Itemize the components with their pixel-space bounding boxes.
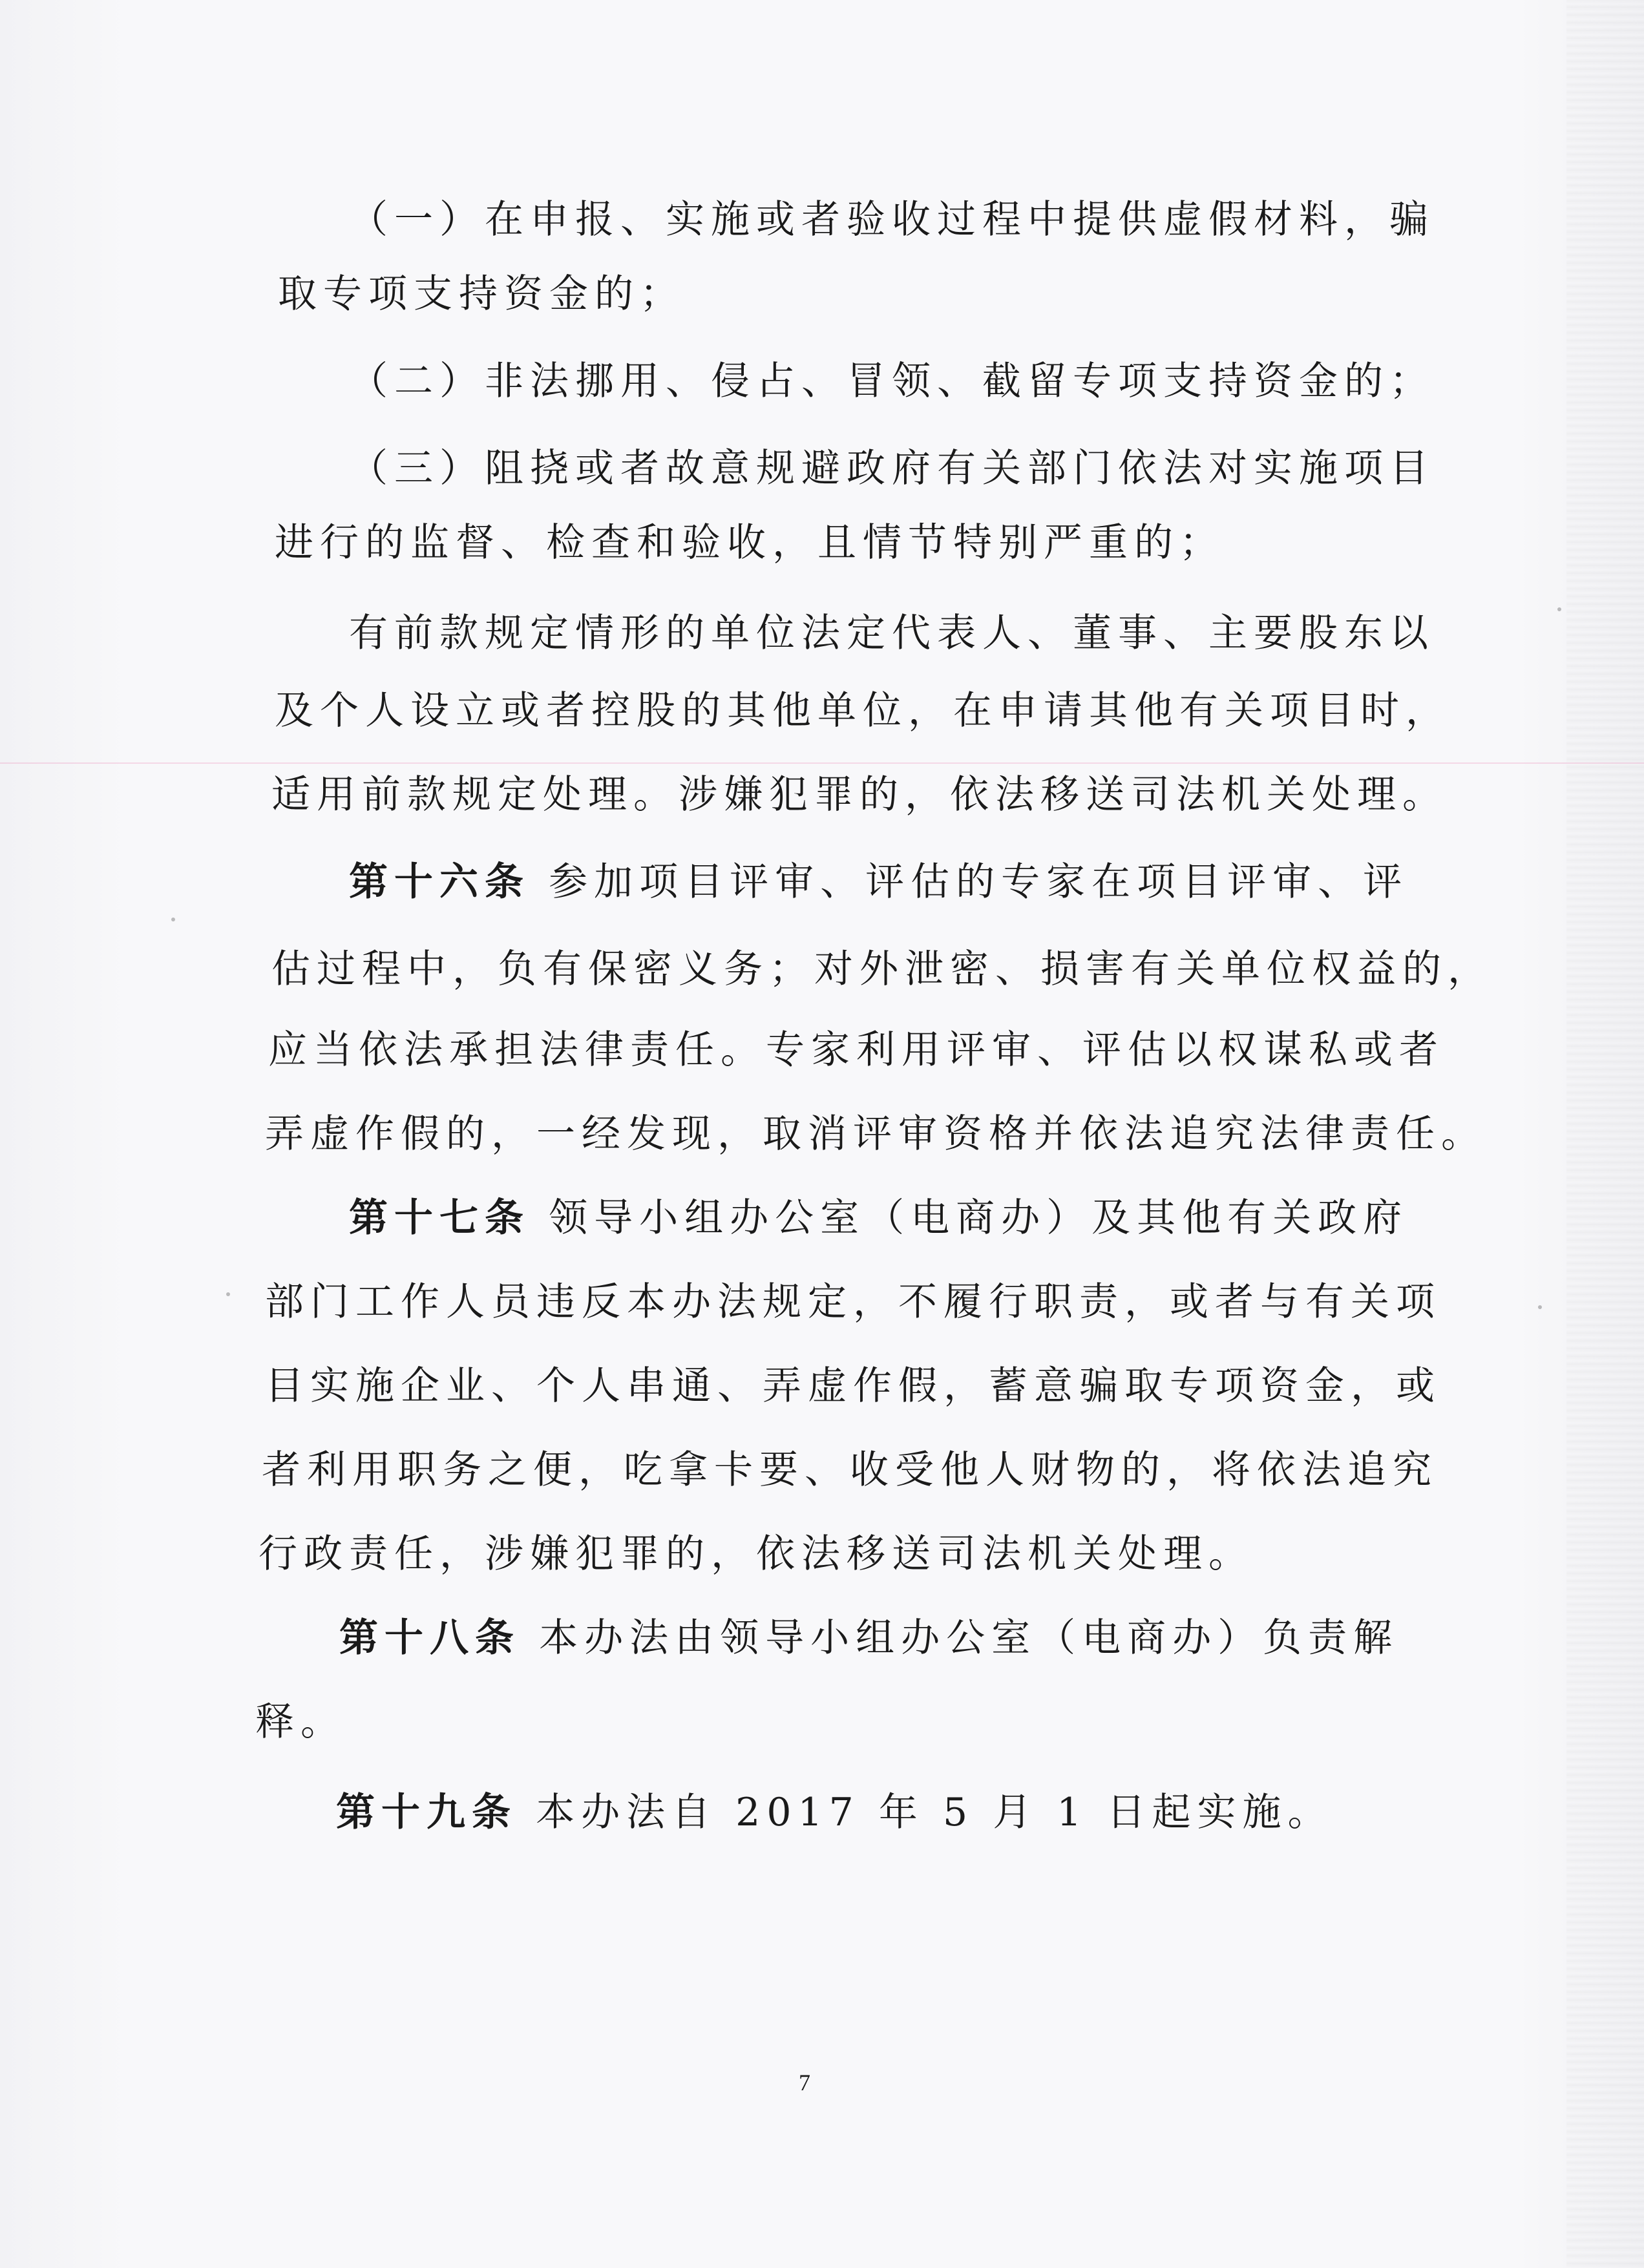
article-19-line-1 [336,1790,1333,1835]
article-17-line-4: 者利用职务之便，吃拿卡要、收受他人财物的，将依法追究 [262,1447,1438,1493]
extra-line-2: 及个人设立或者控股的其他单位，在申请其他有关项目时， [275,688,1451,733]
article-16-line-3: 应当依法承担法律责任。专家利用评审、评估以权谋私或者 [268,1027,1444,1073]
scan-artifact-line [0,762,1644,764]
article-17-line-5: 行政责任，涉嫌犯罪的，依法移送司法机关处理。 [258,1531,1254,1577]
scan-speck [226,1292,230,1296]
article-16-line-2: 估过程中，负有保密义务；对外泄密、损害有关单位权益的， [271,947,1493,992]
article-17-title: 第十七条 [349,1195,530,1241]
article-17-text: 领导小组办公室（电商办）及其他有关政府 [549,1195,1409,1241]
item-3-line-1: （三）阻挠或者故意规避政府有关部门依法对实施项目 [349,446,1435,491]
article-16-text: 参加项目评审、评估的专家在项目评审、评 [549,859,1409,905]
article-17-line-2: 部门工作人员违反本办法规定，不履行职责，或者与有关项 [265,1279,1441,1325]
extra-line-3: 适用前款规定处理。涉嫌犯罪的，依法移送司法机关处理。 [271,772,1448,817]
article-17-line-3: 目实施企业、个人串通、弄虚作假，蓄意骗取专项资金，或 [265,1363,1441,1409]
article-18-line-2: 释。 [255,1699,346,1745]
article-17-line-1 [349,1195,1409,1241]
page-number: 7 [799,2070,810,2095]
article-19-title: 第十九条 [336,1790,517,1835]
scan-speck [171,918,175,921]
article-18-line-1 [339,1615,1399,1661]
item-1-line-2: 取专项支持资金的； [278,271,685,317]
item-3-line-2: 进行的监督、检查和验收，且情节特别严重的； [275,520,1225,565]
article-19-text: 本办法自 2017 年 5 月 1 日起实施。 [536,1790,1333,1835]
article-18-text: 本办法由领导小组办公室（电商办）负责解 [539,1615,1399,1661]
extra-line-1: 有前款规定情形的单位法定代表人、董事、主要股东以 [349,611,1435,656]
scan-speck [1538,1305,1542,1309]
item-1-line-1: （一）在申报、实施或者验收过程中提供虚假材料，骗 [349,197,1435,242]
article-16-line-4: 弄虚作假的，一经发现，取消评审资格并依法追究法律责任。 [265,1111,1486,1157]
article-16-line-1 [349,859,1409,905]
scan-speck [1557,607,1561,611]
article-16-title: 第十六条 [349,859,530,905]
item-2-line-1: （二）非法挪用、侵占、冒领、截留专项支持资金的； [349,359,1435,404]
scan-edge [1566,0,1644,2268]
article-18-title: 第十八条 [339,1615,520,1661]
